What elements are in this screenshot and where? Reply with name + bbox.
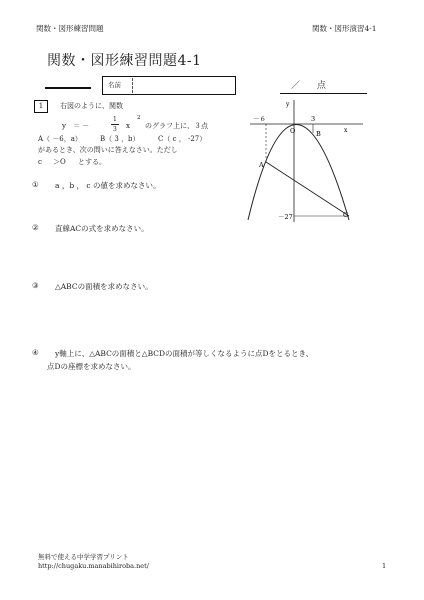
function-tail: のグラフ上に、３点 (145, 122, 208, 130)
line-ac (266, 162, 349, 216)
x-axis-label: x (344, 127, 348, 134)
page-title: 関数・図形練習問題4-1 (47, 53, 202, 69)
origin-label: O (290, 127, 296, 135)
problem-intro: 右図のように、関数 (60, 102, 123, 110)
question-1-number: ① (32, 180, 39, 189)
point-b-label: B (316, 130, 321, 138)
name-divider (132, 78, 133, 93)
name-label: 名前 (108, 81, 121, 89)
score-area (291, 78, 367, 91)
question-2-number: ② (32, 223, 39, 232)
three-label: 3 (311, 115, 316, 123)
question-4-text-line2: 点Dの座標を求めなさい。 (47, 362, 136, 371)
function-exponent: 2 (137, 115, 141, 121)
neg6-label: －６ (253, 115, 266, 123)
question-2-text: 直線ACの式を求めなさい。 (55, 224, 149, 233)
problem-number: 1 (34, 100, 48, 113)
point-c: C（ c ， -27） (158, 135, 207, 143)
question-4-number: ④ (32, 348, 39, 357)
question-4-text: y軸上に、△ABCの面積と△BCDの面積が等しくなるように点Dをとるとき、 (55, 349, 314, 358)
condition-c: c (38, 158, 42, 166)
condition-tail: とする。 (78, 158, 106, 166)
y-axis-label: y (286, 101, 290, 108)
point-a-label: A (259, 161, 264, 169)
question-1-text: a ，b ， c の値を求めなさい。 (55, 181, 161, 190)
score-unit: 点 (316, 81, 326, 91)
neg27-label: －27 (278, 213, 293, 221)
function-x: x (126, 122, 130, 130)
fraction-numerator: 1 (113, 116, 117, 123)
point-a: A（ －6，a） (38, 135, 82, 143)
score-rule (280, 93, 367, 94)
header-right: 関数・図形演習4-1 (312, 24, 377, 33)
problem-line3: があるとき、次の問いに答えなさい。ただし (38, 146, 178, 154)
footer-site: 無料で使える中学学習プリント (38, 553, 129, 561)
page-number: 1 (382, 562, 387, 570)
question-3-number: ③ (32, 281, 39, 290)
question-3-text: △ABCの面積を求めなさい。 (55, 282, 153, 291)
parabola-graph (245, 95, 365, 225)
condition-gt: ＞O (53, 158, 66, 166)
name-box[interactable] (102, 76, 236, 95)
point-b: B（ 3 ，b） (100, 135, 140, 143)
function-lhs: y ＝ － (62, 122, 90, 130)
footer-url[interactable]: http://chugaku.manabihiroba.net/ (38, 562, 149, 570)
fraction-denominator: 3 (113, 126, 117, 133)
header-left: 関数・図形練習問題 (36, 24, 104, 33)
point-c-label: C (343, 211, 348, 219)
score-slash: ／ (291, 81, 301, 91)
title-underline (45, 87, 91, 89)
